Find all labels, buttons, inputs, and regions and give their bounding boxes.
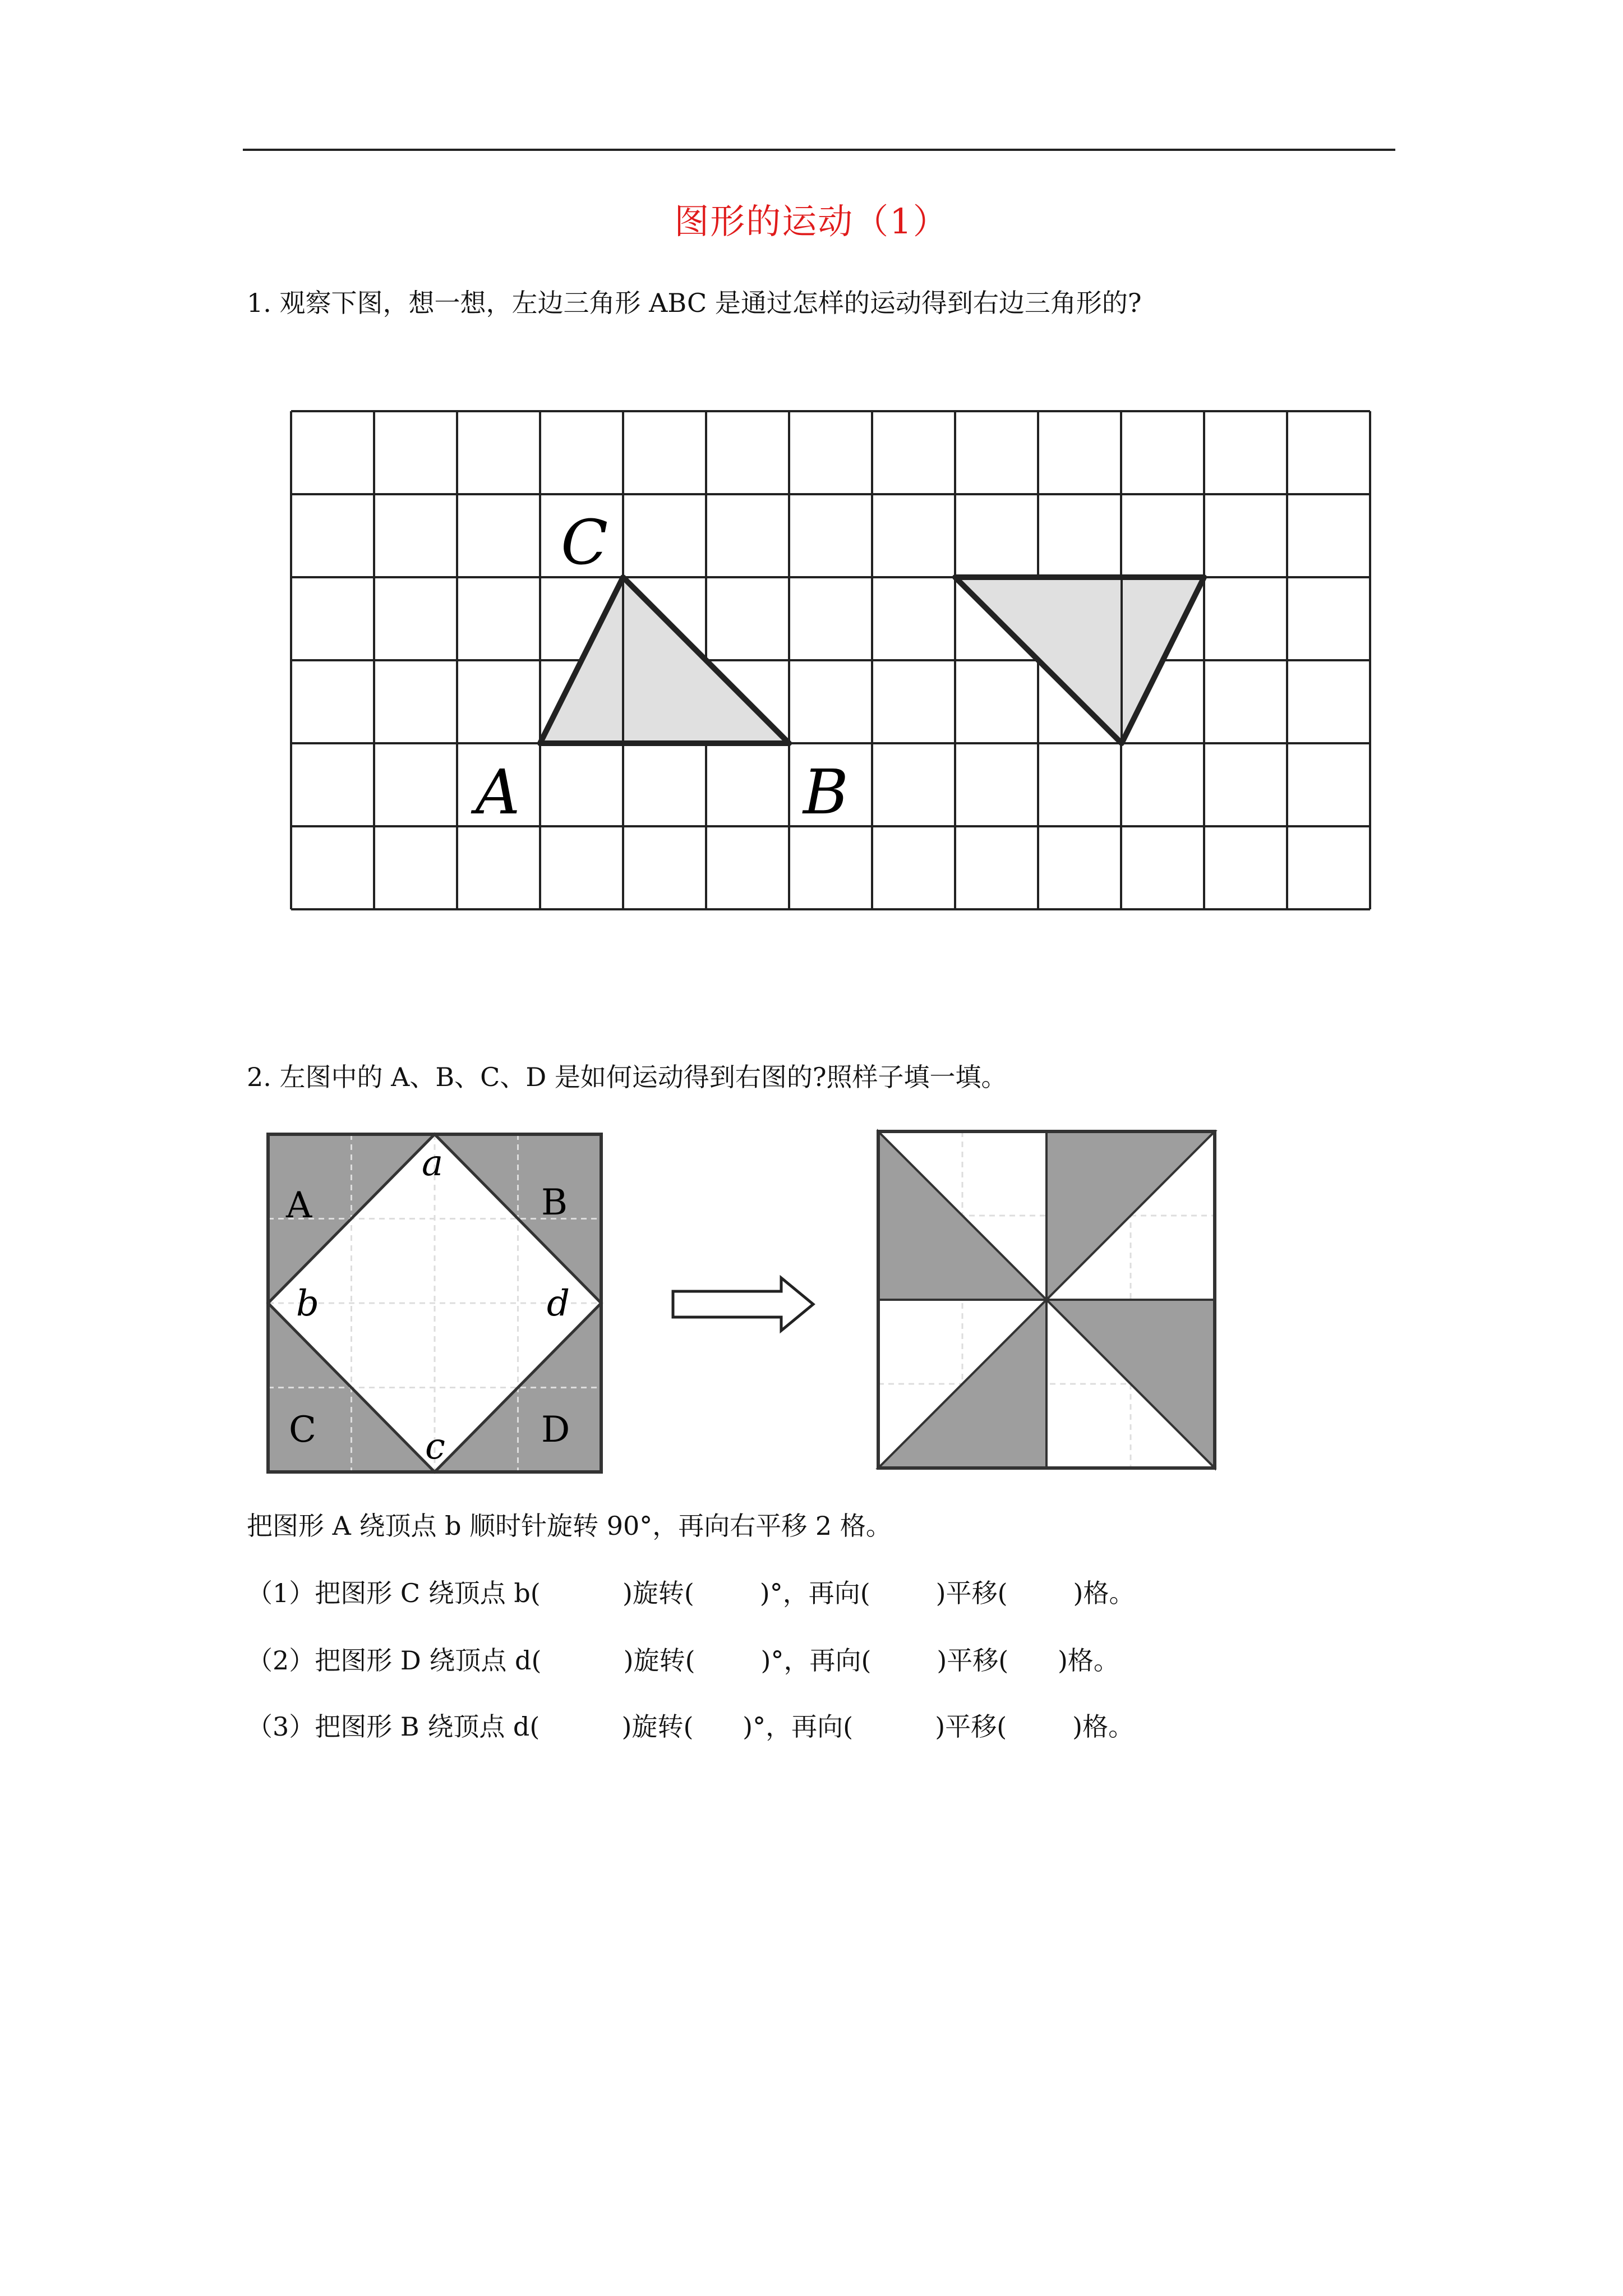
label-B: B [541, 1182, 568, 1223]
question-1: 1. 观察下图，想一想，左边三角形 ABC 是通过怎样的运动得到右边三角形的? [247, 288, 1142, 318]
fill-item-1: （1）把图形 C 绕顶点 b( )旋转( )°，再向( )平移( )格。 [247, 1578, 1135, 1608]
label-D: D [541, 1409, 570, 1451]
page-title: 图形的运动（1） [674, 201, 949, 242]
label-c-small: c [425, 1426, 445, 1467]
fill-item-2: （2）把图形 D 绕顶点 d( )旋转( )°，再向( )平移( )格。 [247, 1645, 1119, 1676]
label-a: A [476, 756, 520, 828]
label-A: A [286, 1185, 312, 1226]
label-C: C [289, 1409, 316, 1451]
label-c: C [561, 507, 608, 578]
label-a-small: a [422, 1143, 444, 1184]
example-text: 把图形 A 绕顶点 b 顺时针旋转 90°，再向右平移 2 格。 [247, 1511, 892, 1541]
fill-item-3: （3）把图形 B 绕顶点 d( )旋转( )°，再向( )平移( )格。 [247, 1711, 1135, 1742]
label-b-small: b [296, 1283, 319, 1324]
label-b: B [803, 756, 849, 828]
question-2: 2. 左图中的 A、B、C、D 是如何运动得到右图的?照样子填一填。 [247, 1062, 1007, 1092]
label-d-small: d [547, 1283, 570, 1324]
